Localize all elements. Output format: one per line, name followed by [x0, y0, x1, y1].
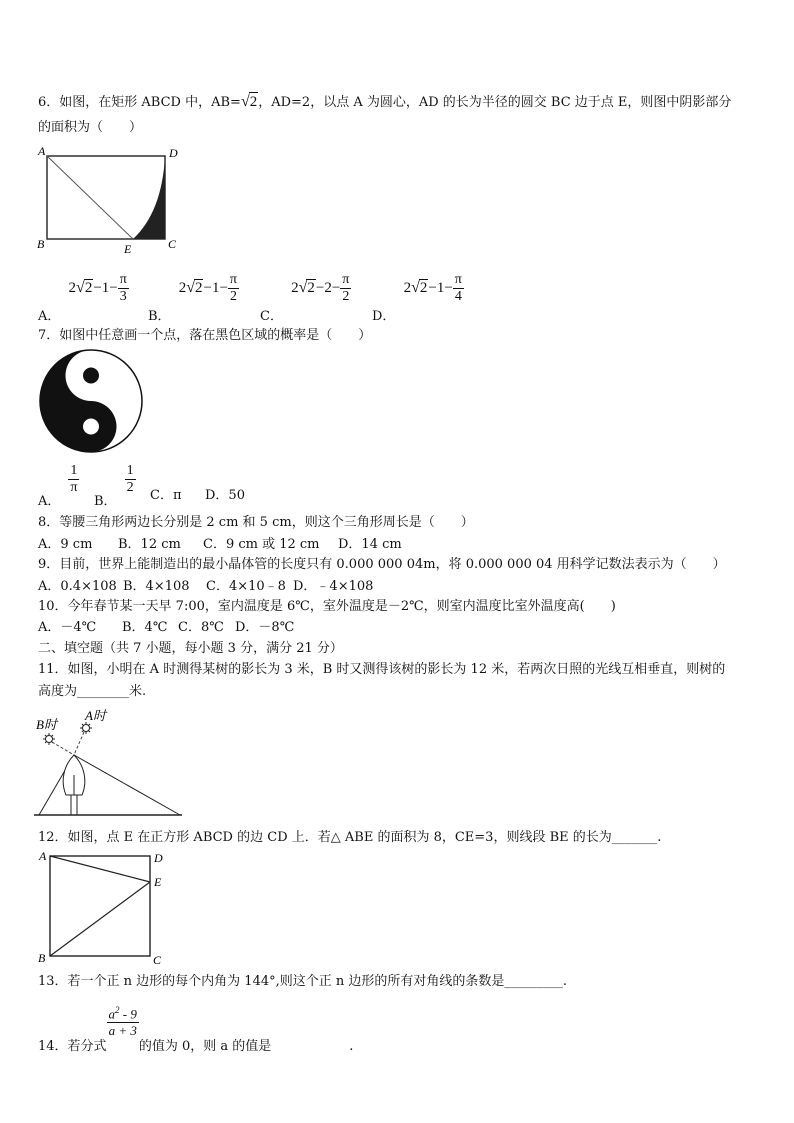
- q6-shaded-region: [133, 156, 165, 239]
- q6-rectangle-figure: [36, 142, 196, 258]
- q8-option-c[interactable]: C．9 cm 或 12 cm: [203, 537, 320, 552]
- q8-option-d[interactable]: D．14 cm: [338, 537, 402, 552]
- yin-yang-dark-dot: [83, 368, 99, 384]
- q9-option-c[interactable]: C．4×10﹣8: [206, 579, 286, 594]
- q6-label-c: C: [168, 237, 177, 251]
- q11-ray-b-shadow: [74, 755, 180, 815]
- q13-text: 13．若一个正 n 边形的每个内角为 144°,则这个正 n 边形的所有对角线的条数是_________.: [38, 974, 568, 989]
- q6-label-a: A: [38, 144, 46, 158]
- q12-label-e: E: [154, 875, 162, 889]
- q6-sqrt-value: 2: [249, 94, 258, 110]
- q7-text: 7．如图中任意画一个点，落在黑色区域的概率是（ ）: [38, 328, 372, 343]
- q10-option-b[interactable]: B．4℃: [122, 620, 168, 635]
- q6-label-b: B: [37, 237, 45, 251]
- yin-yang-figure: [38, 348, 144, 454]
- q12-label-b: B: [38, 951, 46, 965]
- q12-label-a: A: [39, 849, 47, 863]
- q9-option-b[interactable]: B．4×108: [123, 579, 190, 594]
- q12-label-c: C: [153, 953, 162, 966]
- q6-label-d: D: [169, 146, 178, 160]
- q6-line1: 6．如图，在矩形 ABCD 中，AB=√2，AD=2，以点 A 为圆心，AD 的长为半径的圆交 BC 边于点 E，则图中阴影部分: [38, 93, 732, 110]
- q8-option-b[interactable]: B．12 cm: [118, 537, 181, 552]
- q6-option-c[interactable]: C． 2√2−2− $\frac{\pi}{2}$: [260, 272, 350, 324]
- q11-tree-shadow-figure: [30, 705, 190, 820]
- q8-text: 8．等腰三角形两边长分别是 2 cm 和 5 cm，则这个三角形周长是（ ）: [38, 515, 474, 530]
- q10-option-a[interactable]: A．－4℃: [38, 620, 97, 635]
- q10-option-c[interactable]: C．8℃: [178, 620, 224, 635]
- sun-icon-a: [80, 722, 92, 734]
- q7-option-a[interactable]: A． $\frac{1}{\pi}$: [38, 463, 78, 509]
- q14-row: 14．若分式 $\frac{a^2 - 9}{a + 3}$ 的值为 0，则 a 的值是 .: [38, 1002, 353, 1039]
- q11-line1: 11．如图，小明在 A 时测得某树的影长为 3 米，B 时又测得该树的影长为 12 米，若两次日照的光线互相垂直，则树的: [38, 662, 726, 677]
- q9-option-d[interactable]: D．﹣4×108: [293, 579, 374, 594]
- q11-ray-a-dashed: [74, 732, 84, 755]
- q11-label-b-time: B时: [36, 717, 57, 732]
- q12-square-figure: [36, 848, 176, 966]
- q6-option-d[interactable]: D． 2√2−1− $\frac{\pi}{4}$: [372, 272, 462, 324]
- q14-fraction: $\frac{a^2 - 9}{a + 3}$: [107, 1002, 139, 1039]
- q11-ray-b-dashed: [52, 742, 74, 755]
- q6-line2: 的面积为（ ）: [38, 120, 143, 135]
- q12-line-be: [50, 882, 150, 956]
- q9-text: 9．目前，世界上能制造出的最小晶体管的长度只有 0.000 000 04m，将 0.000 000 04 用科学记数法表示为（ ）: [38, 557, 726, 572]
- q6-option-b[interactable]: B． 2√2−1− $\frac{\pi}{2}$: [148, 272, 237, 324]
- q6-option-a[interactable]: A． 2√2−1− $\frac{\pi}{3}$: [38, 272, 127, 324]
- q7-option-b[interactable]: B． $\frac{1}{2}$: [94, 463, 134, 509]
- yin-yang-light-dot: [83, 419, 99, 435]
- q10-text: 10．今年春节某一天早 7:00，室内温度是 6℃，室外温度是－2℃，则室内温度比室外温度高( ): [38, 599, 616, 614]
- q6-label-e: E: [124, 242, 132, 256]
- q7-option-c[interactable]: C．π: [150, 488, 182, 503]
- q12-line-ae: [50, 856, 150, 882]
- q8-option-a[interactable]: A．9 cm: [38, 537, 93, 552]
- q11-line2: 高度为________米.: [38, 684, 147, 699]
- q9-option-a[interactable]: A．0.4×108: [38, 579, 117, 594]
- q6-line-ae: [47, 156, 133, 239]
- q12-label-d: D: [154, 851, 163, 865]
- q10-option-d[interactable]: D．－8℃: [235, 620, 295, 635]
- q7-option-d[interactable]: D．50: [205, 488, 245, 503]
- section-title-fill-blank: 二、填空题（共 7 小题，每小题 3 分，满分 21 分）: [38, 641, 343, 656]
- q12-text: 12．如图，点 E 在正方形 ABCD 的边 CD 上．若△ ABE 的面积为 8，CE=3，则线段 BE 的长为_______.: [38, 830, 662, 845]
- q12-square: [50, 856, 150, 956]
- q11-label-a-time: A时: [85, 708, 106, 723]
